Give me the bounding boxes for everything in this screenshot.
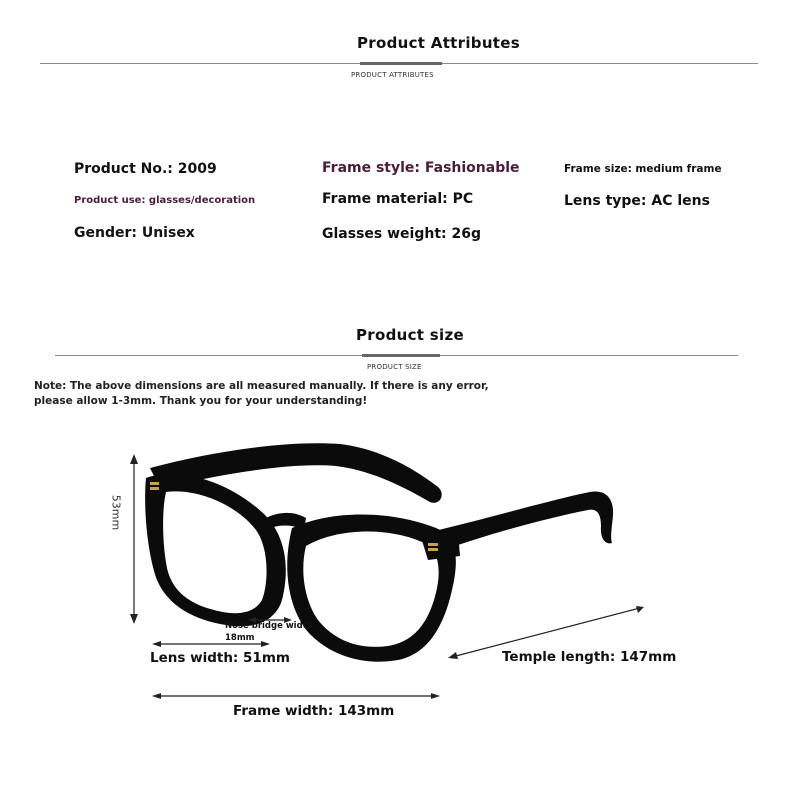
size-subtitle: PRODUCT SIZE — [367, 363, 422, 371]
gender: Gender: Unisex — [74, 225, 195, 241]
left-rivet-2 — [150, 487, 159, 490]
attributes-subtitle: PRODUCT ATTRIBUTES — [351, 71, 434, 79]
note-line-2: please allow 1-3mm. Thank you for your understanding! — [34, 395, 368, 407]
product-use: Product use: glasses/decoration — [74, 195, 256, 206]
left-rivet — [150, 482, 159, 485]
height-arrow-head-bottom — [130, 614, 138, 624]
right-rivet — [428, 543, 438, 546]
frame-width-arrow-head-right — [431, 693, 440, 699]
lens-width-arrow-head-left — [152, 641, 161, 647]
frame-size: Frame size: medium frame — [564, 163, 722, 175]
product-number: Product No.: 2009 — [74, 161, 217, 177]
temple-length-arrow-head-right — [636, 606, 644, 613]
right-rivet-2 — [428, 548, 438, 551]
frame-style: Frame style: Fashionable — [322, 160, 520, 176]
frame-material: Frame material: PC — [322, 191, 474, 207]
lens-width-label: Lens width: 51mm — [150, 650, 290, 666]
temple-length-label: Temple length: 147mm — [502, 649, 677, 665]
size-title: Product size — [356, 326, 464, 344]
left-lens-frame — [145, 474, 286, 626]
right-hinge — [420, 532, 460, 560]
nose-bridge-label-line-2: 18mm — [225, 633, 255, 643]
height-arrow-head-top — [130, 454, 138, 464]
frame-width-label: Frame width: 143mm — [233, 703, 395, 719]
attributes-title: Product Attributes — [357, 34, 520, 52]
nose-bridge-label — [225, 620, 316, 644]
temple-length-arrow-head-left — [448, 652, 458, 659]
nose-bridge-label-line-1: Nose bridge width: — [225, 621, 317, 631]
far-temple-arm — [150, 443, 442, 503]
lens-type: Lens type: AC lens — [564, 193, 710, 209]
note-line-1: Note: The above dimensions are all measured manually. If there is any error, — [34, 380, 489, 392]
height-label: 53mm — [109, 494, 123, 531]
glasses-weight: Glasses weight: 26g — [322, 226, 481, 242]
frame-width-arrow-head-left — [152, 693, 161, 699]
